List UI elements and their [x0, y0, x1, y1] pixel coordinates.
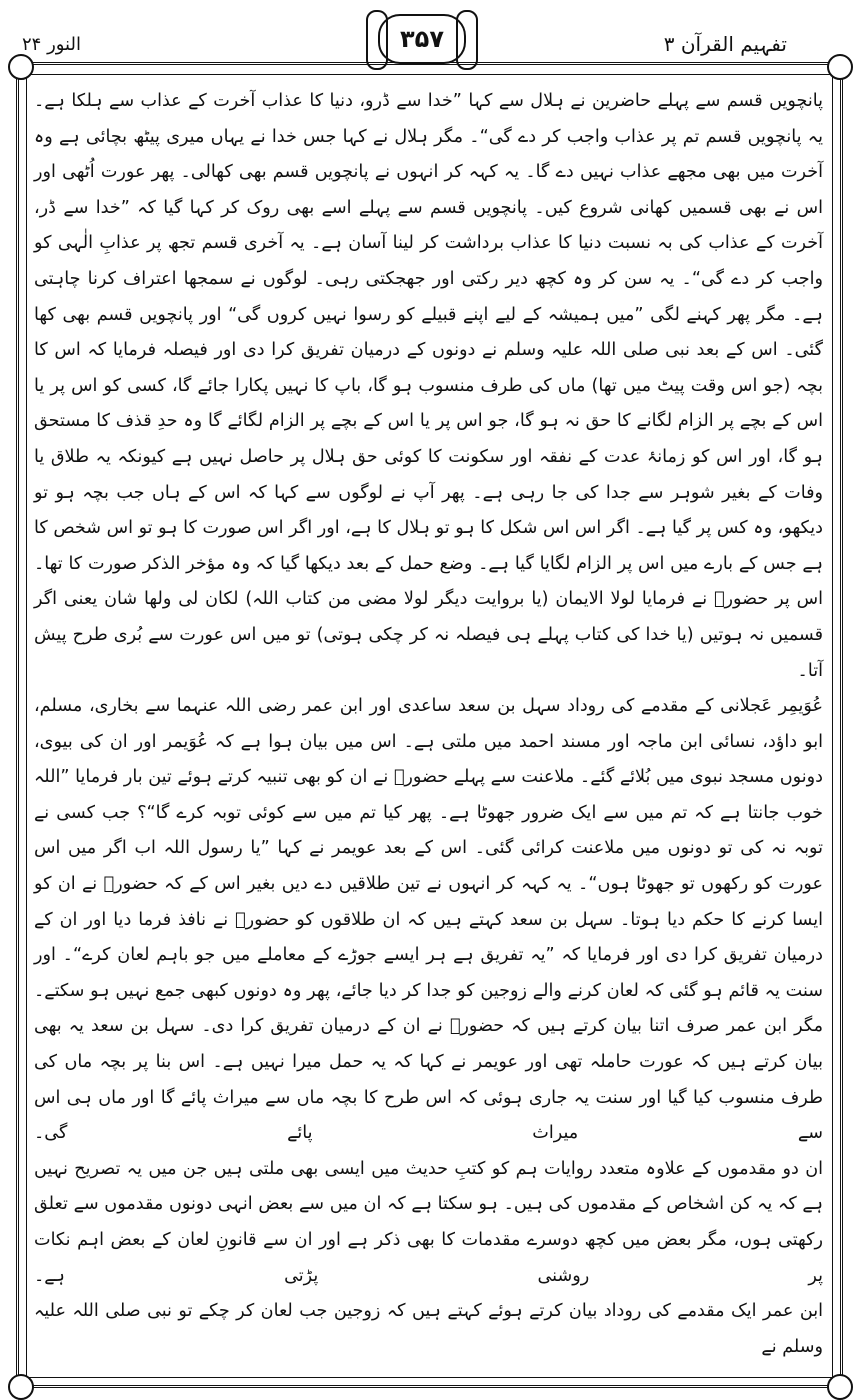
- book-title: تفہیم القرآن ۳: [663, 32, 787, 56]
- page-number: ۳۵۷: [400, 25, 444, 53]
- page-number-medallion: [378, 14, 466, 64]
- surah-name: النور ۲۴: [22, 34, 81, 55]
- corner-ornament: [827, 54, 853, 80]
- paragraph: ان دو مقدموں کے علاوہ متعدد روایات ہم کو کتبِ حدیث میں ایسی بھی ملتی ہیں جن میں یہ تصریح نہیں ہے کہ یہ کن اشخاص کے مقدموں کی ہیں۔ ہو سکتا ہے کہ ان میں سے بعض انہی دونوں مقدموں سے تعلق رکھتی ہوں، مگر بعض میں کچھ دوسرے مقدمات کا بھی ذکر ہے اور ان سے قانونِ لعان کے بعض اہم نکات پر روشنی پڑتی ہے۔: [34, 1158, 823, 1286]
- body-text: [34, 84, 823, 1365]
- corner-ornament: [8, 1374, 34, 1400]
- paragraph: ابن عمر ایک مقدمے کی روداد بیان کرتے ہوئے کہتے ہیں کہ زوجین جب لعان کر چکے تو نبی صلی اللہ علیہ وسلم نے: [34, 1301, 823, 1357]
- corner-ornament: [8, 54, 34, 80]
- paragraph: پانچویں قسم سے پہلے حاضرین نے ہلال سے کہا ”خدا سے ڈرو، دنیا کا عذاب آخرت کے عذاب سے ہلکا ہے۔ یہ پانچویں قسم تم پر عذاب واجب کر دے گی“۔ مگر ہلال نے کہا جس خدا نے یہاں میری پیٹھ بچائی ہے وہ آخرت میں بھی مجھے عذاب نہیں دے گا۔ یہ کہہ کر انہوں نے پانچویں قسم بھی کھالی۔ پھر عورت اُٹھی اور اس نے بھی قسمیں کھانی شروع کیں۔ پانچویں قسم سے پہلے اسے بھی روک کر کہا گیا کہ ”خدا سے ڈر، آخرت کے عذاب کی بہ نسبت دنیا کا عذاب برداشت کر لینا آسان ہے۔ یہ آخری قسم تجھ پر عذابِ الٰہی کو واجب کر دے گی“۔ یہ سن کر وہ کچھ دیر رکتی اور جھجکتی رہی۔ لوگوں نے سمجھا اعتراف کرنا چاہتی ہے۔ مگر پھر کہنے لگی ”میں ہمیشہ کے لیے اپنے قبیلے کو رسوا نہیں کروں گی“ اور پانچویں قسم بھی کھا گئی۔ اس کے بعد نبی صلی اللہ علیہ وسلم نے دونوں کے درمیان تفریق کرا دی اور فیصلہ فرمایا کہ اس کا بچہ (جو اس وقت پیٹ میں تھا) ماں کی طرف منسوب ہو گا، باپ کا نہیں پکارا جائے گا، کسی کو اس پر یا اس کے بچے پر الزام لگانے کا حق نہ ہو گا، جو اس پر یا اس کے بچے پر الزام لگائے گا وہ حدِ قذف کا مستحق ہو گا، اور اس کو زمانۂ عدت کے نفقہ اور سکونت کا کوئی حق ہلال پر حاصل نہیں ہے کیونکہ یہ طلاق یا وفات کے بغیر شوہر سے جدا کی جا رہی ہے۔ پھر آپ نے لوگوں سے کہا کہ اس کے ہاں جب بچہ ہو تو دیکھو، وہ کس پر گیا ہے۔ اگر اس اس شکل کا ہو تو ہلال کا ہے، اور اگر اس صورت کا ہو تو اس شخص کا ہے جس کے بارے میں اس پر الزام لگایا گیا ہے۔ وضع حمل کے بعد دیکھا گیا کہ وہ مؤخر الذکر صورت کا تھا۔ اس پر حضورؐ نے فرمایا لولا الایمان (یا بروایت دیگر لولا مضی من کتاب اللہ) لکان لی ولھا شان یعنی اگر قسمیں نہ ہوتیں (یا خدا کی کتاب پہلے ہی فیصلہ نہ کر چکی ہوتی) تو میں اس عورت سے بُری طرح پیش آتا۔: [34, 91, 823, 681]
- paragraph: عُوَیمِر عَجلانی کے مقدمے کی روداد سہل بن سعد ساعدی اور ابن عمر رضی اللہ عنہما سے بخاری، مسلم، ابو داؤد، نسائی ابن ماجہ اور مسند احمد میں ملتی ہے۔ اس میں بیان ہوا ہے کہ عُوَیمر اور ان کی بیوی، دونوں مسجد نبوی میں بُلائے گئے۔ ملاعنت سے پہلے حضورؐ نے ان کو بھی تنبیہ کرتے ہوئے تین بار فرمایا ”اللہ خوب جانتا ہے کہ تم میں سے ایک ضرور جھوٹا ہے۔ پھر کیا تم میں سے کوئی توبہ کرے گا“؟ جب کسی نے توبہ نہ کی تو دونوں میں ملاعنت کرائی گئی۔ اس کے بعد عویمر نے کہا ”یا رسول اللہ اب اگر میں اس عورت کو رکھوں تو جھوٹا ہوں“۔ یہ کہہ کر انہوں نے تین طلاقیں دے دیں بغیر اس کے کہ حضورؐ نے ان کو ایسا کرنے کا حکم دیا ہوتا۔ سہل بن سعد کہتے ہیں کہ ان طلاقوں کو حضورؐ نے نافذ فرما دیا اور ان کے درمیان تفریق کرا دی اور فرمایا کہ ”یہ تفریق ہے ہر ایسے جوڑے کے معاملے میں جو باہم لعان کرے“۔ اور سنت یہ قائم ہو گئی کہ لعان کرنے والے زوجین کو جدا کر دیا جائے، پھر وہ دونوں کبھی جمع نہیں ہو سکتے۔ مگر ابن عمر صرف اتنا بیان کرتے ہیں کہ حضورؐ نے ان کے درمیان تفریق کرا دی۔ سہل بن سعد یہ بھی بیان کرتے ہیں کہ عورت حاملہ تھی اور عویمر نے کہا کہ یہ حمل میرا نہیں ہے۔ اس بنا پر بچہ ماں کی طرف منسوب کیا گیا اور سنت یہ جاری ہوئی کہ اس طرح کا بچہ ماں سے میراث پائے گا اور ماں ہی اس سے میراث پائے گی۔: [34, 696, 823, 1144]
- corner-ornament: [827, 1374, 853, 1400]
